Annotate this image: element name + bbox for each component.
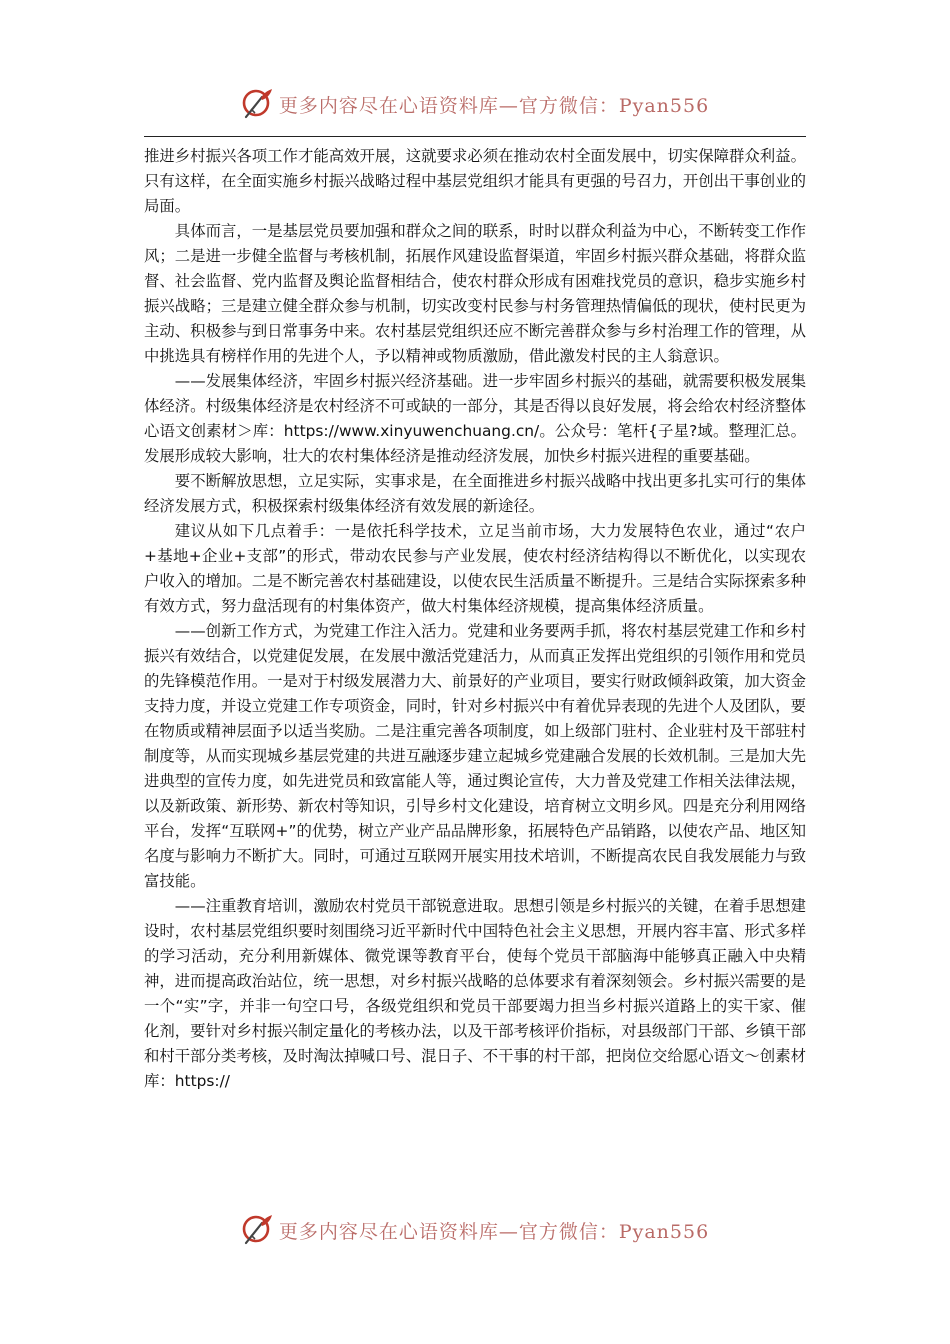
body-paragraph: 要不断解放思想，立足实际，实事求是，在全面推进乡村振兴战略中找出更多扎实可行的集体经济发展方式，积极探索村级集体经济有效发展的新途径。 — [144, 472, 806, 515]
footer-banner-text: 更多内容尽在心语资料库—官方微信：Pyan556 — [278, 1220, 710, 1243]
footer-banner — [0, 1208, 950, 1252]
header-divider — [144, 136, 806, 137]
quill-pen-logo-icon — [241, 87, 275, 121]
body-paragraph: 推进乡村振兴各项工作才能高效开展，这就要求必须在推动农村全面发展中，切实保障群众利益。只有这样，在全面实施乡村振兴战略过程中基层党组织才能具有更强的号召力，开创出干事创业的局面。 — [144, 147, 806, 215]
header-banner-text: 更多内容尽在心语资料库—官方微信：Pyan556 — [278, 94, 710, 117]
body-paragraph: 建议从如下几点着手：一是依托科学技术，立足当前市场，大力发展特色农业，通过“农户+基地+企业+支部”的形式，带动农民参与产业发展，使农村经济结构得以不断优化，以实现农户收入的增加。二是不断完善农村基础建设，以使农民生活质量不断提升。三是结合实际探索多种有效方式，努力盘活现有的村集体资产，做大村集体经济规模，提高集体经济质量。 — [144, 522, 806, 615]
body-paragraph: ——发展集体经济，牢固乡村振兴经济基础。进一步牢固乡村振兴的基础，就需要积极发展集体经济。村级集体经济是农村经济不可或缺的一部分，其是否得以良好发展，将会给农村经济整体心语文创素材＞库：https://www.xinyuwenchuang.cn/。公众号：笔杆{子星?域。整理汇总。发展形成较大影响，壮大的农村集体经济是推动经济发展，加快乡村振兴进程的重要基础。 — [144, 372, 806, 465]
document-body — [144, 144, 806, 1094]
header-banner — [0, 82, 950, 126]
body-paragraph: 具体而言，一是基层党员要加强和群众之间的联系，时时以群众利益为中心，不断转变工作作风；二是进一步健全监督与考核机制，拓展作风建设监督渠道，牢固乡村振兴群众基础，将群众监督、社会监督、党内监督及舆论监督相结合，使农村群众形成有困难找党员的意识，稳步实施乡村振兴战略；三是建立健全群众参与机制，切实改变村民参与村务管理热情偏低的现状，使村民更为主动、积极参与到日常事务中来。农村基层党组织还应不断完善群众参与乡村治理工作的管理，从中挑选具有榜样作用的先进个人，予以精神或物质激励，借此激发村民的主人翁意识。 — [144, 222, 806, 365]
body-paragraph: ——创新工作方式，为党建工作注入活力。党建和业务要两手抓，将农村基层党建工作和乡村振兴有效结合，以党建促发展，在发展中激活党建活力，从而真正发挥出党组织的引领作用和党员的先锋模范作用。一是对于村级发展潜力大、前景好的产业项目，要实行财政倾斜政策，加大资金支持力度，并设立党建工作专项资金，同时，针对乡村振兴中有着优异表现的先进个人及团队，要在物质或精神层面予以适当奖励。二是注重完善各项制度，如上级部门驻村、企业驻村及干部驻村制度等，从而实现城乡基层党建的共进互融逐步建立起城乡党建融合发展的长效机制。三是加大先进典型的宣传力度，如先进党员和致富能人等，通过舆论宣传，大力普及党建工作相关法律法规，以及新政策、新形势、新农村等知识，引导乡村文化建设，培育树立文明乡风。四是充分利用网络平台，发挥“互联网+”的优势，树立产业产品品牌形象，拓展特色产品销路，以使农产品、地区知名度与影响力不断扩大。同时，可通过互联网开展实用技术培训，不断提高农民自我发展能力与致富技能。 — [144, 622, 806, 890]
body-paragraph: ——注重教育培训，激励农村党员干部锐意进取。思想引领是乡村振兴的关键，在着手思想建设时，农村基层党组织要时刻围绕习近平新时代中国特色社会主义思想，开展内容丰富、形式多样的学习活动，充分利用新媒体、微党课等教育平台，使每个党员干部脑海中能够真正融入中央精神，进而提高政治站位，统一思想，对乡村振兴战略的总体要求有着深刻领会。乡村振兴需要的是一个“实”字，并非一句空口号，各级党组织和党员干部要竭力担当乡村振兴道路上的实干家、催化剂，要针对乡村振兴制定量化的考核办法，以及干部考核评价指标，对县级部门干部、乡镇干部和村干部分类考核，及时淘汰掉喊口号、混日子、不干事的村干部，把岗位交给愿心语文～创素材库：https:// — [144, 897, 806, 1090]
quill-pen-logo-icon — [241, 1213, 275, 1247]
